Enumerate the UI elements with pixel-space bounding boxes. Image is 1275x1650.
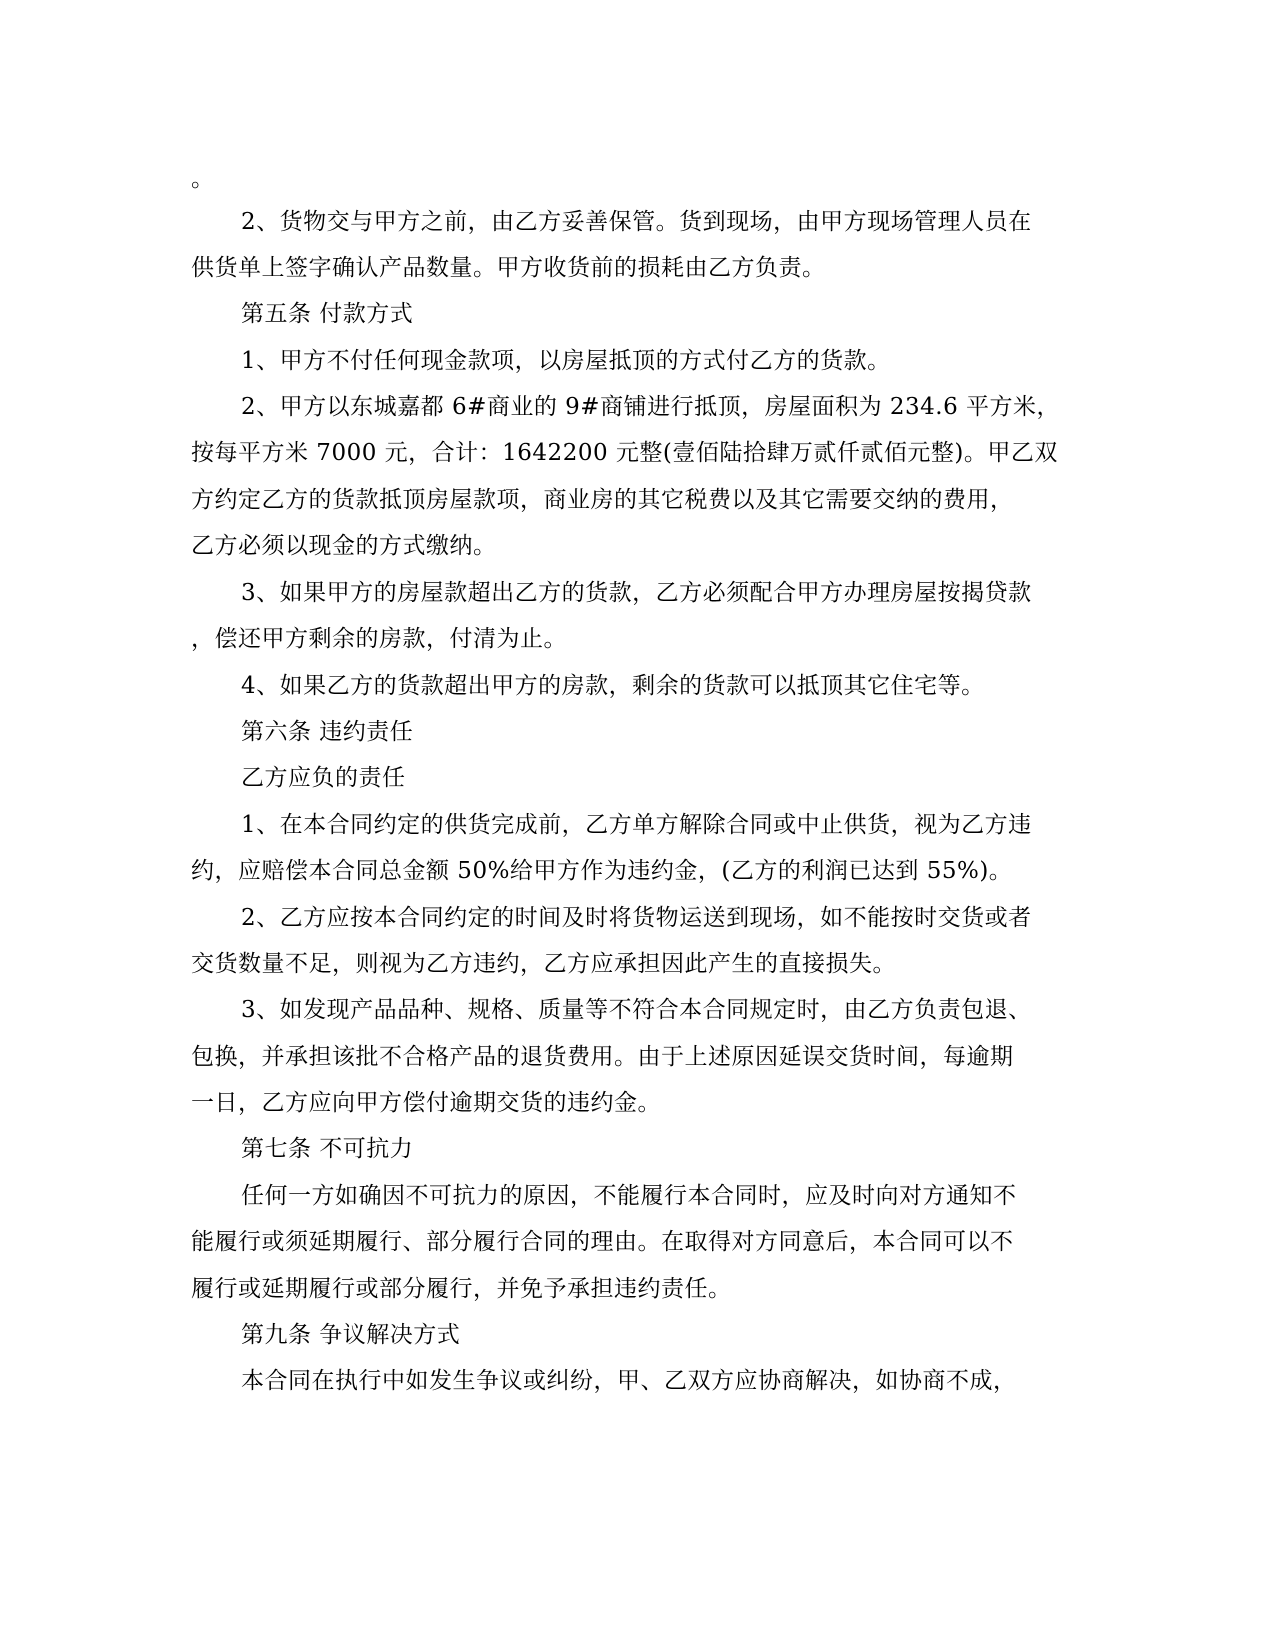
text-line: 任何一方如确因不可抗力的原因，不能履行本合同时，应及时向对方通知不 xyxy=(241,1183,1017,1209)
text-line: 2、货物交与甲方之前，由乙方妥善保管。货到现场，由甲方现场管理人员在 xyxy=(241,209,1032,235)
text-line: 。 xyxy=(191,166,215,192)
section-heading: 第五条 付款方式 xyxy=(241,301,414,327)
text-line: 3、如发现产品品种、规格、质量等不符合本合同规定时，由乙方负责包退、 xyxy=(241,997,1032,1023)
text-line: 1、在本合同约定的供货完成前，乙方单方解除合同或中止供货，视为乙方违 xyxy=(241,812,1032,838)
section-heading: 第九条 争议解决方式 xyxy=(241,1322,461,1348)
section-heading: 第六条 违约责任 xyxy=(241,719,414,745)
text-line: 能履行或须延期履行、部分履行合同的理由。在取得对方同意后，本合同可以不 xyxy=(191,1229,1014,1255)
text-line: ，偿还甲方剩余的房款，付清为止。 xyxy=(191,626,567,652)
text-line: 约，应赔偿本合同总金额 50%给甲方作为违约金，(乙方的利润已达到 55%)。 xyxy=(191,858,1013,884)
text-line: 按每平方米 7000 元，合计：1642200 元整(壹佰陆拾肆万贰仟贰佰元整)。甲乙双 xyxy=(191,440,1058,466)
text-line: 履行或延期履行或部分履行，并免予承担违约责任。 xyxy=(191,1276,732,1302)
text-line: 一日，乙方应向甲方偿付逾期交货的违约金。 xyxy=(191,1090,661,1116)
text-line: 交货数量不足，则视为乙方违约，乙方应承担因此产生的直接损失。 xyxy=(191,951,896,977)
text-line: 乙方必须以现金的方式缴纳。 xyxy=(191,533,497,559)
text-line: 乙方应负的责任 xyxy=(241,765,406,791)
text-line: 1、甲方不付任何现金款项，以房屋抵顶的方式付乙方的货款。 xyxy=(241,348,891,374)
text-line: 3、如果甲方的房屋款超出乙方的货款，乙方必须配合甲方办理房屋按揭贷款 xyxy=(241,580,1032,606)
section-heading: 第七条 不可抗力 xyxy=(241,1136,414,1162)
text-line: 2、甲方以东城嘉都 6#商业的 9#商铺进行抵顶，房屋面积为 234.6 平方米， xyxy=(241,394,1061,420)
text-line: 本合同在执行中如发生争议或纠纷，甲、乙双方应协商解决，如协商不成， xyxy=(241,1368,1017,1394)
text-line: 包换，并承担该批不合格产品的退货费用。由于上述原因延误交货时间，每逾期 xyxy=(191,1044,1014,1070)
text-line: 供货单上签字确认产品数量。甲方收货前的损耗由乙方负责。 xyxy=(191,255,826,281)
text-line: 2、乙方应按本合同约定的时间及时将货物运送到现场，如不能按时交货或者 xyxy=(241,905,1032,931)
text-line: 方约定乙方的货款抵顶房屋款项，商业房的其它税费以及其它需要交纳的费用， xyxy=(191,487,1014,513)
text-line: 4、如果乙方的货款超出甲方的房款，剩余的货款可以抵顶其它住宅等。 xyxy=(241,673,985,699)
